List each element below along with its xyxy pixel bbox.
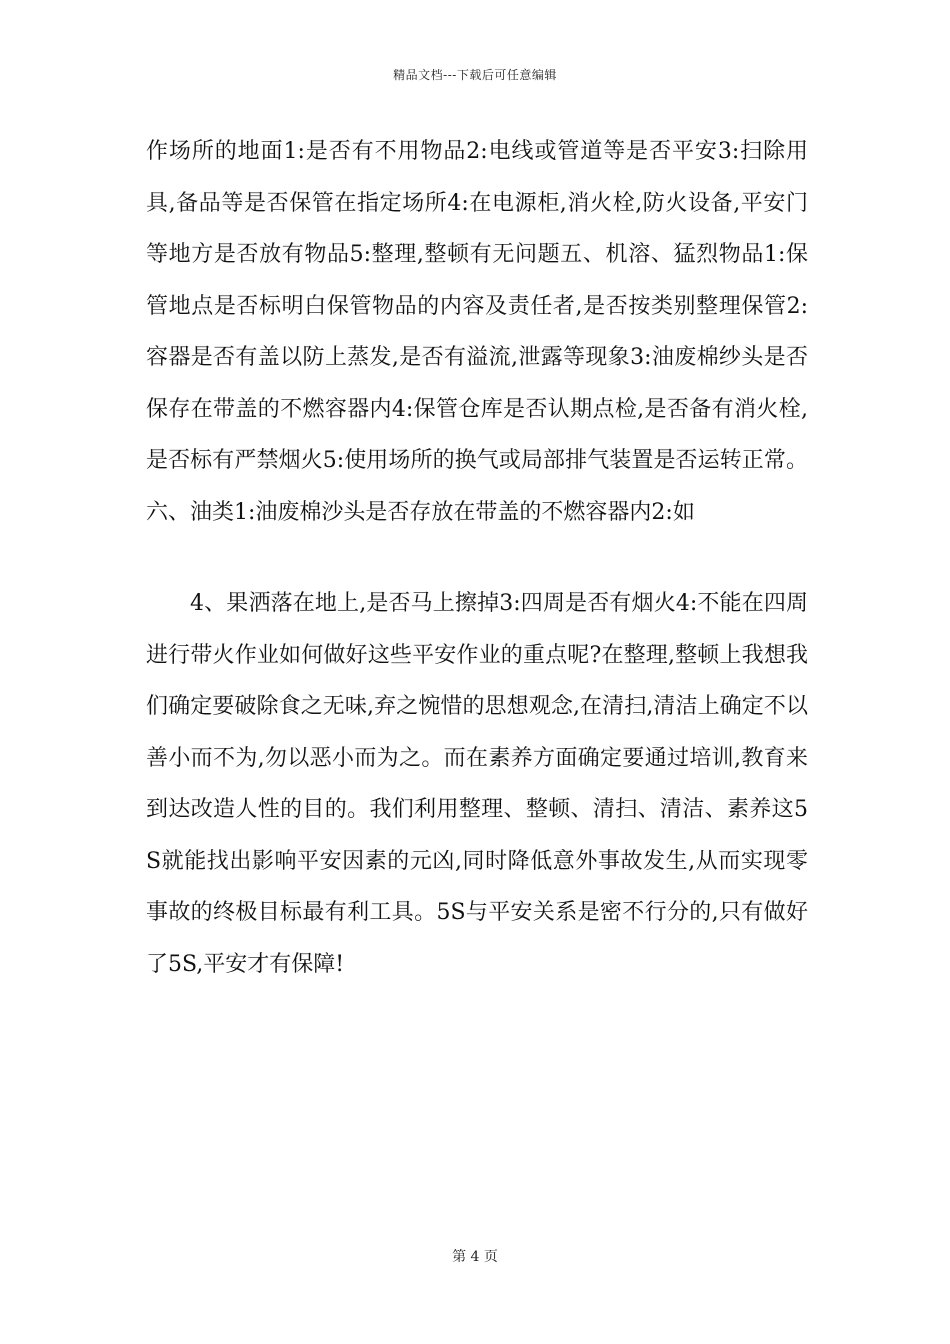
page-number: 第 4 页 [452,1249,498,1265]
body-paragraph-1: 作场所的地面1:是否有不用物品2:电线或管道等是否平安3:扫除用具,备品等是否保管在指定场所4:在电源柜,消火栓,防火设备,平安门等地方是否放有物品5:整理,整顿有无问题五、机溶、猛烈物品1:保管地点是否标明白保管物品的内容及责任者,是否按类别整理保管2:容器是否有盖以防上蒸发,是否有溢流,泄露等现象3:油废棉纱头是否保存在带盖的不燃容器内4:保管仓库是否认期点检,是否备有消火栓,是否标有严禁烟火5:使用场所的换气或局部排气装置是否运转正常。六、油类1:油废棉沙头是否存放在带盖的不燃容器内2:如 [146,139,808,525]
page-header: 精品文档---下载后可任意编辑 [393,68,557,82]
body-paragraph-2: 4、果洒落在地上,是否马上擦掉3:四周是否有烟火4:不能在四周进行带火作业如何做好这些平安作业的重点呢?在整理,整顿上我想我们确定要破除食之无味,弃之惋惜的思想观念,在清扫,清洁上确定不以善小而不为,勿以恶小而为之。而在素养方面确定要通过培训,教育来到达改造人性的目的。我们利用整理、整顿、清扫、清洁、素养这5S就能找出影响平安因素的元凶,同时降低意外事故发生,从而实现零事故的终极目标最有利工具。5S与平安关系是密不行分的,只有做好了5S,平安才有保障! [146,591,808,977]
